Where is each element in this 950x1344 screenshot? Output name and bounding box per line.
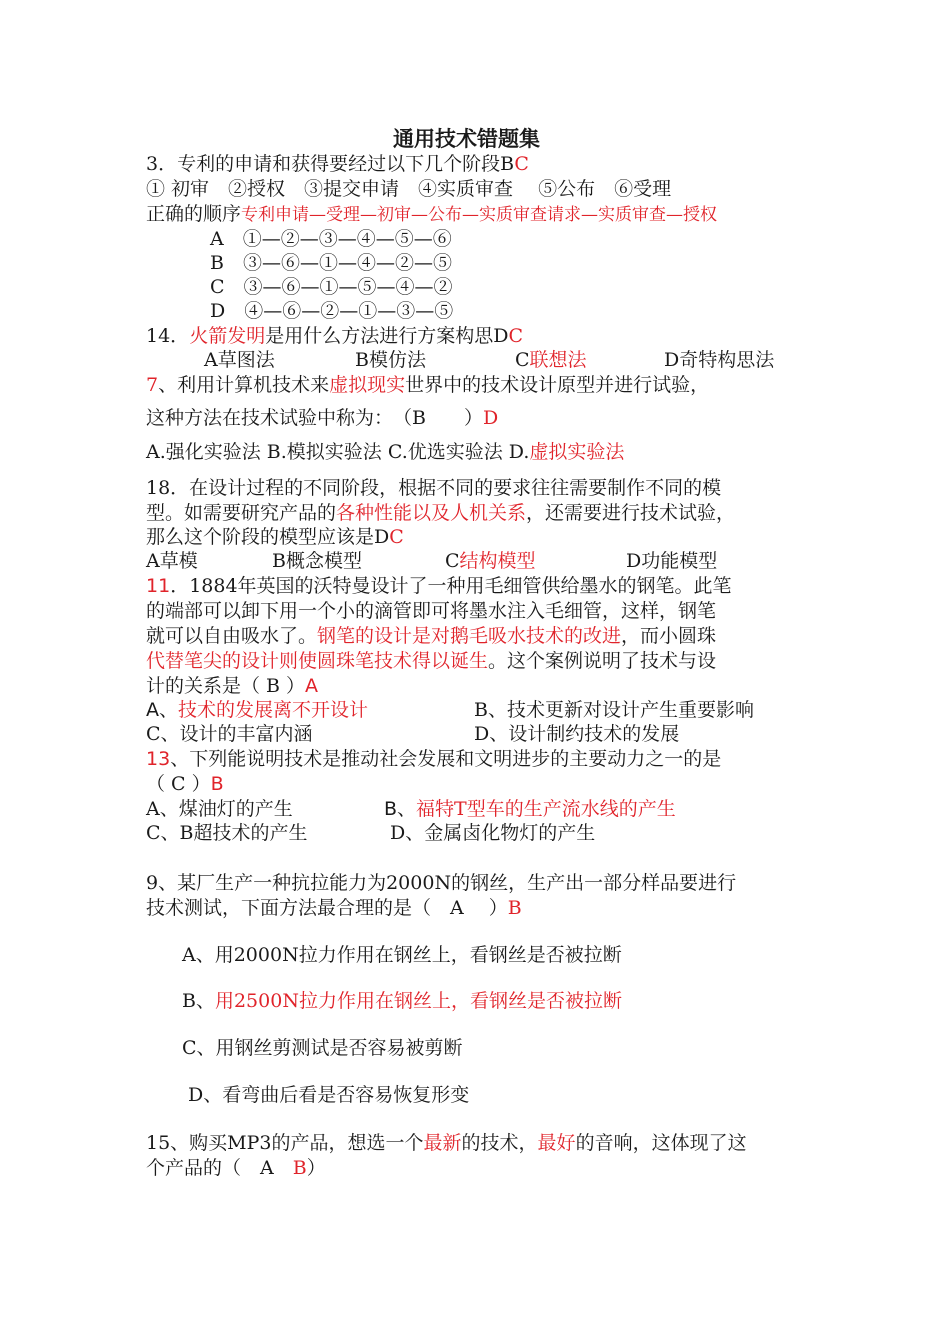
q15-line1-a: 15、购买MP3的产品，想选一个 — [146, 1132, 424, 1154]
q7-stem-2: 这种方法在技术试验中称为： （B ） — [146, 407, 483, 429]
q11-line3-highlight: 钢笔的设计是对鹅毛吸水技术的改进 — [317, 625, 622, 647]
q13-option-a: A、煤油灯的产生 — [146, 798, 293, 820]
q9-line2 — [146, 896, 522, 920]
q15-highlight-2: 最好 — [537, 1132, 576, 1154]
q11-option-b: B、技术更新对设计产生重要影响 — [474, 699, 754, 721]
q7-highlight: 虚拟现实 — [329, 374, 406, 396]
q11-line4-b: 。这个案例说明了技术与设 — [488, 650, 717, 672]
q15-line2-text: 个产品的（ A — [146, 1157, 293, 1179]
q9-option-b-label: B、 — [182, 990, 215, 1012]
q3-option-d: D ④—⑥—②—①—③—⑤ — [210, 300, 454, 322]
document-title: 通用技术错题集 — [393, 127, 540, 151]
q9-answer: B — [507, 897, 522, 919]
q14-option-d: D奇特构思法 — [664, 349, 775, 371]
q15-answer: B — [292, 1157, 307, 1179]
q18-option-c-letter: C — [445, 550, 460, 572]
q9-option-a: A、用2000N拉力作用在钢丝上，看钢丝是否被拉断 — [182, 944, 622, 966]
q13-line1 — [146, 747, 721, 771]
q3-stem-text: 3．专利的申请和获得要经过以下几个阶段B — [146, 153, 515, 175]
q14-num: 14． — [146, 325, 190, 347]
q15-line1-c: 的音响，这体现了这 — [575, 1132, 747, 1154]
q7-stem-line2 — [146, 406, 498, 430]
q18-option-c-text: 结构模型 — [459, 550, 536, 572]
q7-answer: D — [482, 407, 499, 429]
q3-order-label: 正确的顺序 — [146, 203, 242, 225]
q18-option-a: A草模 — [146, 550, 198, 572]
q18-line3-text: 那么这个阶段的模型应该是D — [146, 526, 390, 548]
q7-num: 7 — [146, 374, 159, 396]
q11-line3-b: ，而小圆珠 — [621, 625, 717, 647]
q11-num: 11 — [146, 575, 171, 597]
q18-line2-highlight: 各种性能以及人机关系 — [336, 502, 527, 524]
q9-line1: 9、某厂生产一种抗拉能力为2000N的钢丝，生产出一部分样品要进行 — [146, 872, 737, 894]
q11-answer: A — [305, 675, 319, 697]
q14-highlight: 火箭发明 — [189, 325, 266, 347]
q11-option-a — [146, 698, 368, 722]
q13-option-b-text: 福特T型车的生产流水线的产生 — [416, 798, 676, 820]
q18-answer: C — [389, 526, 404, 548]
q18-option-c — [445, 549, 536, 573]
q14-option-c-letter: C — [515, 349, 530, 371]
q18-option-d: D功能模型 — [626, 550, 718, 572]
q9-option-b — [182, 989, 622, 1013]
q3-order — [146, 202, 717, 227]
q18-line2-b: ，还需要进行技术试验， — [526, 502, 736, 524]
q9-line2-text: 技术测试，下面方法最合理的是（ A ） — [146, 897, 508, 919]
q14-option-c — [515, 348, 587, 372]
q14-stem-text: 是用什么方法进行方案构思D — [265, 325, 509, 347]
q11-option-a-text: 技术的发展离不开设计 — [178, 699, 369, 721]
q11-line2: 的端部可以卸下用一个小的滴管即可将墨水注入毛细管，这样，钢笔 — [146, 600, 717, 622]
q11-line4 — [146, 649, 716, 673]
q13-line2 — [146, 772, 224, 796]
q18-line2-a: 型。如需要研究产品的 — [146, 502, 337, 524]
q11-line5-text: 计的关系是（ B ） — [146, 675, 306, 697]
q11-line1 — [146, 574, 732, 598]
q3-option-a: A ①—②—③—④—⑤—⑥ — [210, 228, 452, 250]
q3-option-b: B ③—⑥—①—④—②—⑤ — [210, 252, 452, 274]
q15-highlight-1: 最新 — [423, 1132, 462, 1154]
q15-line2 — [146, 1156, 326, 1180]
q3-answer: C — [514, 153, 529, 175]
q13-option-c: C、B超技术的产生 — [146, 822, 308, 844]
q11-option-a-label: A、 — [146, 699, 178, 721]
q7-stem-b: 世界中的技术设计原型并进行试验， — [405, 374, 710, 396]
q15-line1-b: 的技术， — [461, 1132, 538, 1154]
q9-option-d: D、看弯曲后看是否容易恢复形变 — [188, 1084, 470, 1106]
q3-option-c: C ③—⑥—①—⑤—④—② — [210, 276, 453, 298]
q13-option-d: D、金属卤化物灯的产生 — [390, 822, 596, 844]
q18-line2 — [146, 501, 735, 525]
q14-stem — [146, 324, 523, 348]
q14-option-b: B模仿法 — [355, 349, 426, 371]
q14-answer: C — [508, 325, 523, 347]
q7-options — [146, 440, 624, 464]
q13-line1-text: 、下列能说明技术是推动社会发展和文明进步的主要动力之一的是 — [170, 748, 722, 770]
q3-steps: ① 初审 ②授权 ③提交申请 ④实质审查 ⑤公布 ⑥受理 — [146, 178, 672, 200]
q11-option-c: C、设计的丰富内涵 — [146, 723, 313, 745]
q11-line1-text: ．1884年英国的沃特曼设计了一种用毛细管供给墨水的钢笔。此笔 — [170, 575, 732, 597]
q3-order-text: 专利申请—受理—初审—公布—实质审查请求—实质审查—授权 — [241, 205, 718, 225]
q13-answer: B — [210, 773, 224, 795]
q7-option-d-text: 虚拟实验法 — [529, 441, 625, 463]
q13-option-b-label: B、 — [384, 798, 417, 820]
q18-line3 — [146, 525, 404, 549]
q7-stem-a: 、利用计算机技术来 — [158, 374, 330, 396]
q11-line5 — [146, 674, 318, 698]
q11-line4-highlight: 代替笔尖的设计则使圆珠笔技术得以诞生 — [146, 650, 489, 672]
q15-line2-end: ） — [306, 1157, 326, 1179]
q13-num: 13 — [146, 748, 171, 770]
q11-option-d: D、设计制约技术的发展 — [474, 723, 680, 745]
q11-line3-a: 就可以自由吸水了。 — [146, 625, 318, 647]
q11-line3 — [146, 624, 716, 648]
q18-option-b: B概念模型 — [272, 550, 362, 572]
q18-line1: 18．在设计过程的不同阶段，根据不同的要求往往需要制作不同的模 — [146, 477, 722, 499]
q13-option-b — [384, 797, 676, 821]
q14-option-c-text: 联想法 — [529, 349, 587, 371]
q7-options-text: A.强化实验法 B.模拟实验法 C.优选实验法 D. — [146, 441, 530, 463]
q14-option-a: A草图法 — [204, 349, 275, 371]
q3-stem — [146, 152, 529, 176]
q9-option-c: C、用钢丝剪测试是否容易被剪断 — [182, 1037, 463, 1059]
q13-line2-text: （ C ） — [146, 773, 211, 795]
q15-line1 — [146, 1131, 747, 1155]
q9-option-b-text: 用2500N拉力作用在钢丝上，看钢丝是否被拉断 — [214, 990, 622, 1012]
q7-stem-line1 — [146, 373, 709, 397]
